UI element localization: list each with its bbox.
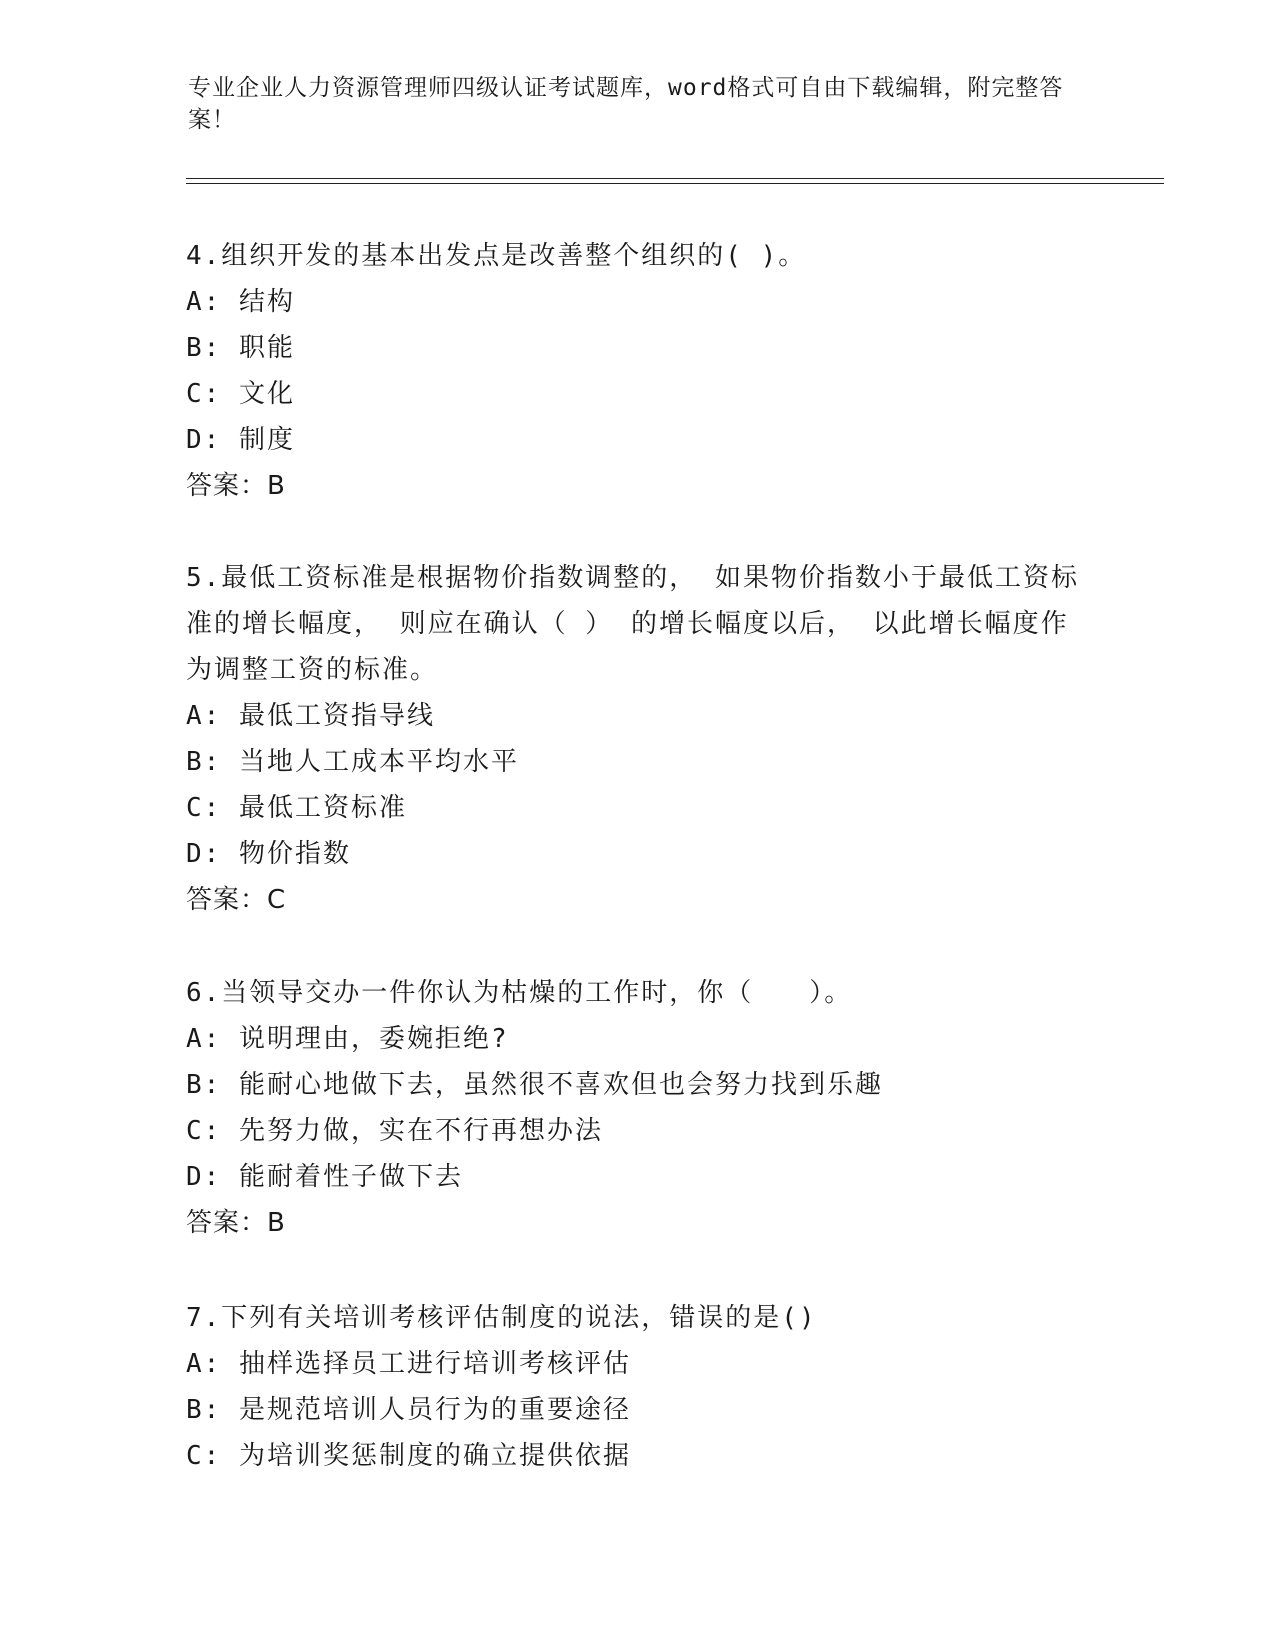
question-6 — [186, 970, 1086, 1246]
question-6-option-b: B: 能耐心地做下去，虽然很不喜欢但也会努力找到乐趣 — [186, 1070, 883, 1100]
question-5-title: 5.最低工资标准是根据物价指数调整的， 如果物价指数小于最低工资标准的增长幅度， 则应在确认（ ） 的增长幅度以后， 以此增长幅度作为调整工资的标准。 — [186, 563, 1079, 685]
question-7 — [186, 1295, 1086, 1479]
question-6-title: 6.当领导交办一件你认为枯燥的工作时，你（ ）。 — [186, 978, 853, 1008]
question-6-option-d: D: 能耐着性子做下去 — [186, 1162, 463, 1192]
question-4 — [186, 233, 1086, 509]
question-4-option-c: C: 文化 — [186, 379, 295, 409]
header-divider-top — [186, 178, 1164, 179]
question-4-title: 4.组织开发的基本出发点是改善整个组织的( )。 — [186, 241, 807, 271]
question-4-option-b: B: 职能 — [186, 333, 295, 363]
question-7-option-c: C: 为培训奖惩制度的确立提供依据 — [186, 1441, 631, 1471]
question-5-option-b: B: 当地人工成本平均水平 — [186, 747, 519, 777]
document-header: 专业企业人力资源管理师四级认证考试题库，word格式可自由下载编辑，附完整答案！ — [188, 75, 1064, 133]
question-7-option-a: A: 抽样选择员工进行培训考核评估 — [186, 1349, 631, 1379]
question-7-option-b: B: 是规范培训人员行为的重要途径 — [186, 1395, 631, 1425]
header-divider-bottom — [186, 183, 1164, 184]
question-5-option-a: A: 最低工资指导线 — [186, 701, 435, 731]
question-7-title: 7.下列有关培训考核评估制度的说法，错误的是() — [186, 1303, 817, 1333]
question-5-answer: 答案：C — [186, 885, 287, 915]
question-4-option-d: D: 制度 — [186, 425, 295, 455]
question-6-answer: 答案：B — [186, 1208, 286, 1238]
question-4-option-a: A: 结构 — [186, 287, 295, 317]
question-5-option-c: C: 最低工资标准 — [186, 793, 407, 823]
question-5 — [186, 555, 1086, 923]
question-6-option-c: C: 先努力做，实在不行再想办法 — [186, 1116, 603, 1146]
question-5-option-d: D: 物价指数 — [186, 839, 351, 869]
question-6-option-a: A: 说明理由，委婉拒绝? — [186, 1024, 509, 1054]
question-4-answer: 答案：B — [186, 471, 286, 501]
